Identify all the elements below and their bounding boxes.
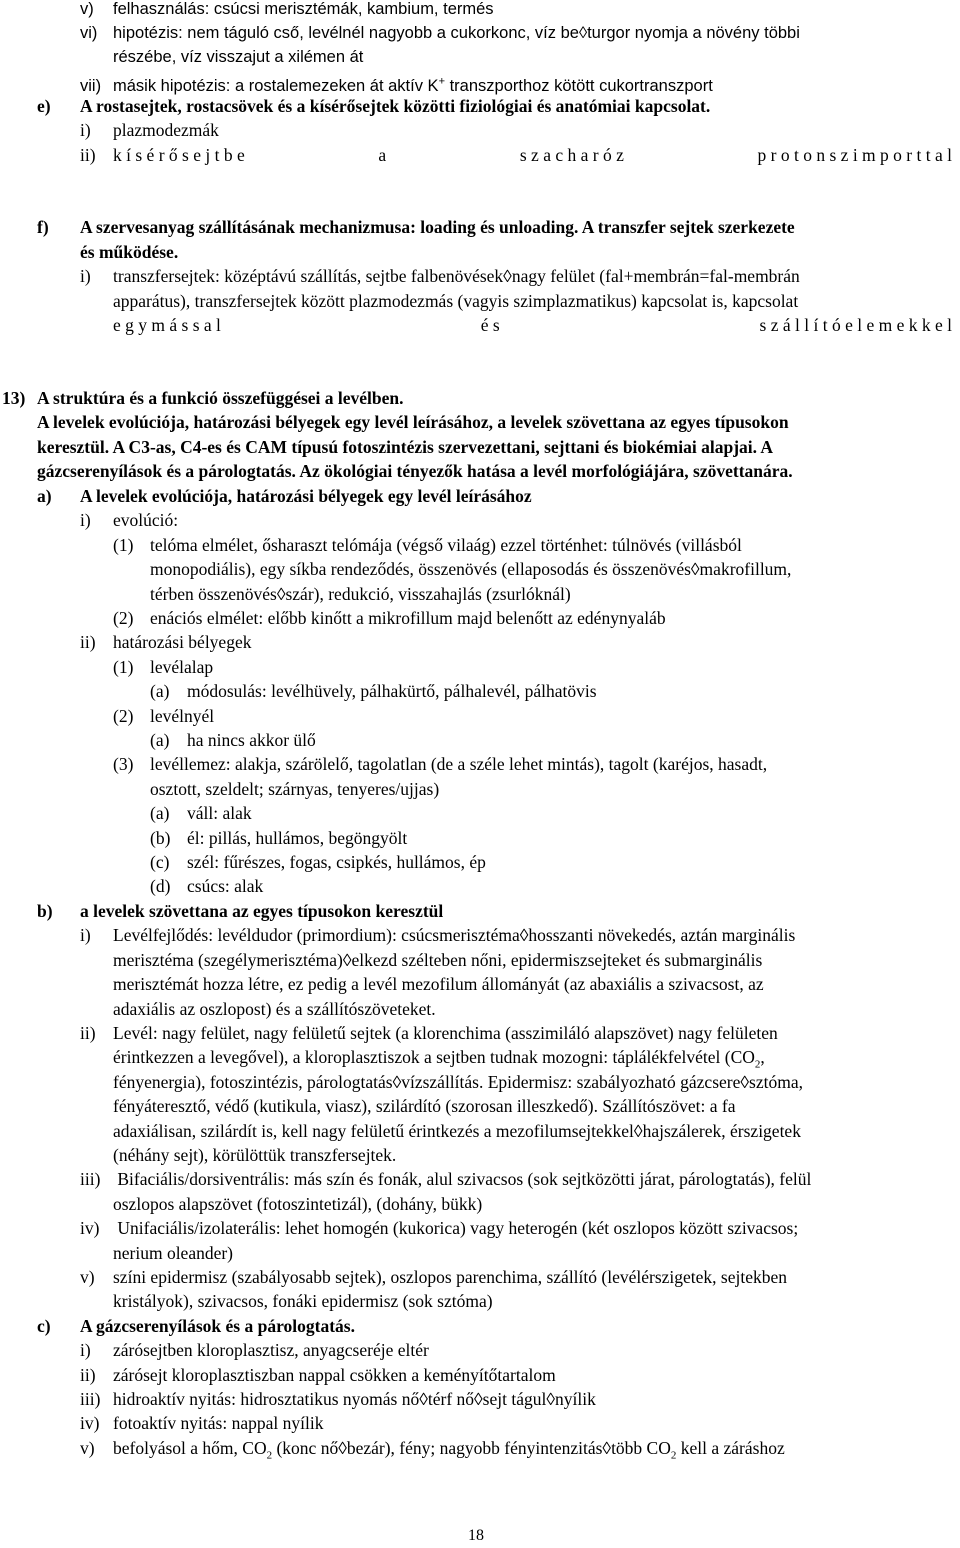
- text-line: [113, 313, 952, 337]
- line-text: keresztül. A C3-as, C4-es és CAM típusú fotoszintézis szervezettani, sejttani és biokémiai alapjai. A: [37, 437, 774, 457]
- spaced-word: é s: [480, 315, 500, 335]
- text-line: [150, 728, 316, 752]
- line-text: Unifaciális/izolaterális: lehet homogén (kukorica) vagy heterogén (két oszlopos között szivacsos;: [113, 1218, 799, 1238]
- line-text: merisztémát hozza létre, ez pedig a levél mezofilum állományát (az abaxiális a szivacsost, az: [113, 974, 764, 994]
- text-line: [80, 508, 178, 532]
- text-line: [113, 1143, 396, 1167]
- line-text: plazmodezmák: [113, 120, 219, 140]
- line-text: befolyásol a hőm, $CO_2$ (konc nő◊bezár), fény; nagyobb fényintenzitás◊több $CO_2$ kell a záráshoz: [113, 1438, 785, 1462]
- list-marker: v): [80, 1267, 95, 1287]
- list-marker: b): [37, 901, 53, 921]
- line-text: nerium oleander): [113, 1243, 234, 1263]
- line-text: gázcserenyílások és a párologtatás. Az ökológiai tényezők hatása a levél morfológiájára, szövettanára.: [37, 461, 793, 481]
- line-text: oszlopos alapszövet (fotoszintetizál), (dohány, bükk): [113, 1194, 483, 1214]
- text-line: [113, 948, 762, 972]
- list-marker: (1): [113, 657, 134, 677]
- text-line: [80, 1411, 323, 1435]
- spaced-word: s z á l l í t ó e l e m e k k e l: [759, 315, 952, 335]
- line-text: érintkezzen a levegővel), a kloroplasztiszok a sejtben tudnak mozogni: táplálékfelvétel ($CO_2$,: [113, 1047, 765, 1071]
- line-text: másik hipotézis: a rostalemezeken át aktív K+ transzporthoz kötött cukortranszport: [113, 75, 713, 95]
- text-line: [113, 704, 214, 728]
- line-text: határozási bélyegek: [113, 632, 252, 652]
- list-marker: (a): [150, 681, 170, 701]
- list-marker: 13): [2, 388, 26, 408]
- text-line: [113, 655, 213, 679]
- text-line: [150, 850, 486, 874]
- text-line: [80, 0, 494, 21]
- text-line: [113, 1070, 803, 1094]
- text-line: [37, 1314, 355, 1338]
- line-text: csúcs: alak: [187, 876, 264, 896]
- text-line: [113, 1192, 482, 1216]
- line-text: levélalap: [150, 657, 214, 677]
- list-marker: (1): [113, 535, 134, 555]
- text-line: [80, 1387, 596, 1411]
- list-marker: (a): [150, 730, 170, 750]
- line-text: felhasználás: csúcsi merisztémák, kambium, termés: [113, 0, 494, 18]
- list-marker: i): [80, 1340, 91, 1360]
- text-line: [80, 1363, 556, 1387]
- list-marker: e): [37, 96, 51, 116]
- line-text: fotoaktív nyitás: nappal nyílik: [113, 1413, 324, 1433]
- list-marker: i): [80, 120, 91, 140]
- spaced-word: k í s é r ő s e j t b e: [113, 145, 245, 165]
- list-marker: (2): [113, 608, 134, 628]
- text-line: [80, 1021, 778, 1045]
- line-text: váll: alak: [187, 803, 252, 823]
- list-marker: iv): [80, 1413, 100, 1433]
- line-text: monopodiális), egy síkba rendeződés, összenövés (ellaposodás és összenövés◊makrofillum,: [150, 559, 792, 579]
- text-line: [150, 874, 263, 898]
- spaced-word: a: [378, 145, 387, 165]
- text-line: [37, 459, 793, 483]
- line-text: részébe, víz visszajut a xilémen át: [113, 48, 364, 66]
- line-text: hipotézis: nem táguló cső, levélnél nagyobb a cukorkonc, víz be◊turgor nyomja a növény többi: [113, 24, 800, 42]
- text-line: [113, 289, 798, 313]
- list-marker: vi): [80, 24, 98, 42]
- line-text: A levelek evolúciója, határozási bélyegek egy levél leírásához: [80, 486, 532, 506]
- line-text: kristályok), szivacsos, fonáki epidermisz (sok sztóma): [113, 1291, 493, 1311]
- line-text: A struktúra és a funkció összefüggései a levélben.: [37, 388, 404, 408]
- line-text: enációs elmélet: előbb kinőtt a mikrofillum majd belenőtt az edénynyaláb: [150, 608, 666, 628]
- line-text: Levélfejlődés: levéldudor (primordium): csúcsmerisztéma◊hosszanti növekedés, aztán marginális: [113, 925, 796, 945]
- line-text: Levél: nagy felület, nagy felületű sejtek (a klorenchima (asszimiláló alapszövet) nagy felületen: [113, 1023, 778, 1043]
- list-marker: v): [80, 1438, 95, 1458]
- list-marker: (3): [113, 754, 134, 774]
- line-text: merisztéma (szegélymerisztéma)◊elkezd szélteben nőni, epidermiszsejteket és submarginális: [113, 950, 763, 970]
- text-line: [2, 386, 404, 410]
- list-marker: f): [37, 217, 49, 237]
- line-text: fényáteresztő, védő (kutikula, viasz), szilárdító (szorosan illeszkedő). Szállítószövet: a fa: [113, 1096, 736, 1116]
- text-line: [80, 118, 219, 142]
- text-line: [80, 1216, 798, 1240]
- text-line: [80, 264, 800, 288]
- line-text: adaxiális az oszlopost) és a szállítószöveteket.: [113, 999, 436, 1019]
- line-text: levéllemez: alakja, szárölelő, tagolatlan (de a széle lehet mintás), tagolt (karéjos, hasadt,: [150, 754, 768, 774]
- line-text: módosulás: levélhüvely, pálhakürtő, pálhalevél, pálhatövis: [187, 681, 597, 701]
- list-marker: i): [80, 925, 91, 945]
- line-text: adaxiálisan, szilárdít is, kell nagy felületű érintkezés a mezofilumsejtekkel◊hajszálerek, érszigetek: [113, 1121, 801, 1141]
- text-line: [113, 45, 363, 69]
- text-line: [37, 435, 773, 459]
- list-marker: iv): [80, 1218, 100, 1238]
- list-marker: ii): [80, 1365, 96, 1385]
- text-line: [113, 972, 764, 996]
- line-text: A levelek evolúciója, határozási bélyegek egy levél leírásához, a levelek szövettana az egyes típusokon: [37, 412, 789, 432]
- text-line: [80, 1265, 787, 1289]
- text-line: [80, 1436, 785, 1468]
- list-marker: iii): [80, 1389, 101, 1409]
- list-marker: (c): [150, 852, 170, 872]
- list-marker: ii): [80, 1023, 96, 1043]
- list-marker: iii): [80, 1169, 101, 1189]
- text-line: [150, 679, 597, 703]
- text-line: [37, 899, 443, 923]
- line-text: ha nincs akkor ülő: [187, 730, 316, 750]
- line-text: telóma elmélet, ősharaszt telómája (végső vilaág) ezzel történhet: túlnövés (villásból: [150, 535, 742, 555]
- text-line: [80, 21, 800, 45]
- text-line: [80, 1167, 811, 1191]
- line-text: hidroaktív nyitás: hidrosztatikus nyomás nő◊térf nő◊sejt tágul◊nyílik: [113, 1389, 596, 1409]
- line-text: színi epidermisz (szabályosabb sejtek), oszlopos parenchima, szállító (levélérszigetek, sejtekben: [113, 1267, 787, 1287]
- text-line: [80, 240, 178, 264]
- list-marker: ii): [80, 145, 96, 165]
- text-line: [113, 1241, 233, 1265]
- list-marker: vii): [80, 76, 102, 95]
- page-number: 18: [468, 1527, 484, 1544]
- list-marker: ii): [80, 632, 96, 652]
- line-text: A szervesanyag szállításának mechanizmusa: loading és unloading. A transzfer sejtek szerkezete: [80, 217, 795, 237]
- text-line: [150, 801, 252, 825]
- text-line: [113, 1119, 801, 1143]
- text-line: [37, 94, 710, 118]
- text-line: [80, 143, 952, 167]
- text-line: [80, 1338, 429, 1362]
- line-text: és működése.: [80, 242, 179, 262]
- text-line: [80, 923, 795, 947]
- text-line: [113, 1094, 736, 1118]
- line-text: levélnyél: [150, 706, 215, 726]
- line-text: zárósejt kloroplasztiszban nappal csökken a keményítőtartalom: [113, 1365, 556, 1385]
- list-marker: (d): [150, 876, 171, 896]
- list-marker: (b): [150, 828, 171, 848]
- text-line: [113, 1289, 493, 1313]
- text-line: [113, 997, 436, 1021]
- line-text: (néhány sejt), körülöttük transzfersejtek.: [113, 1145, 397, 1165]
- list-marker: v): [80, 0, 94, 18]
- text-line: [150, 582, 571, 606]
- list-marker: a): [37, 486, 52, 506]
- line-text: Bifaciális/dorsiventrális: más szín és fonák, alul szivacsos (sok sejtközötti járat, párologtatás), felül: [113, 1169, 812, 1189]
- text-line: [150, 557, 791, 581]
- line-text: A rostasejtek, rostacsövek és a kísérősejtek közötti fiziológiai és anatómiai kapcsolat.: [80, 96, 711, 116]
- list-marker: c): [37, 1316, 51, 1336]
- text-line: [37, 215, 795, 239]
- text-line: [113, 533, 742, 557]
- line-text: osztott, szeldelt; szárnyas, tenyeres/ujjas): [150, 779, 440, 799]
- line-text: apparátus), transzfersejtek között plazmodezmás (vagyis szimplazmatikus) kapcsolat is, kapcsolat: [113, 291, 799, 311]
- text-line: [37, 410, 789, 434]
- spaced-text: [113, 313, 952, 337]
- line-text: zárósejtben kloroplasztisz, anyagcseréje eltér: [113, 1340, 429, 1360]
- list-marker: i): [80, 510, 91, 530]
- line-text: szél: fűrészes, fogas, csipkés, hullámos, ép: [187, 852, 486, 872]
- list-marker: (2): [113, 706, 134, 726]
- text-line: [150, 826, 407, 850]
- text-line: [80, 630, 251, 654]
- text-line: [37, 484, 532, 508]
- text-line: [113, 606, 666, 630]
- line-text: transzfersejtek: középtávú szállítás, sejtbe falbenövések◊nagy felület (fal+membrán=fal-membrán: [113, 266, 800, 286]
- spaced-text: [113, 143, 952, 167]
- text-line: [113, 752, 767, 776]
- line-text: térben összenövés◊szár), redukció, visszahajlás (zsurlóknál): [150, 584, 571, 604]
- line-text: A gázcserenyílások és a párologtatás.: [80, 1316, 355, 1336]
- list-marker: i): [80, 266, 91, 286]
- spaced-word: s z a c h a r ó z: [519, 145, 624, 165]
- line-text: a levelek szövettana az egyes típusokon keresztül: [80, 901, 444, 921]
- list-marker: (a): [150, 803, 170, 823]
- spaced-word: e g y m á s s a l: [113, 315, 221, 335]
- text-line: [150, 777, 439, 801]
- line-text: evolúció:: [113, 510, 179, 530]
- line-text: él: pillás, hullámos, begöngyölt: [187, 828, 408, 848]
- line-text: fényenergia), fotoszintézis, párologtatás◊vízszállítás. Epidermisz: szabályozható gázcsere◊sztóma,: [113, 1072, 803, 1092]
- spaced-word: p r o t o n s z i m p o r t t a l: [757, 145, 952, 165]
